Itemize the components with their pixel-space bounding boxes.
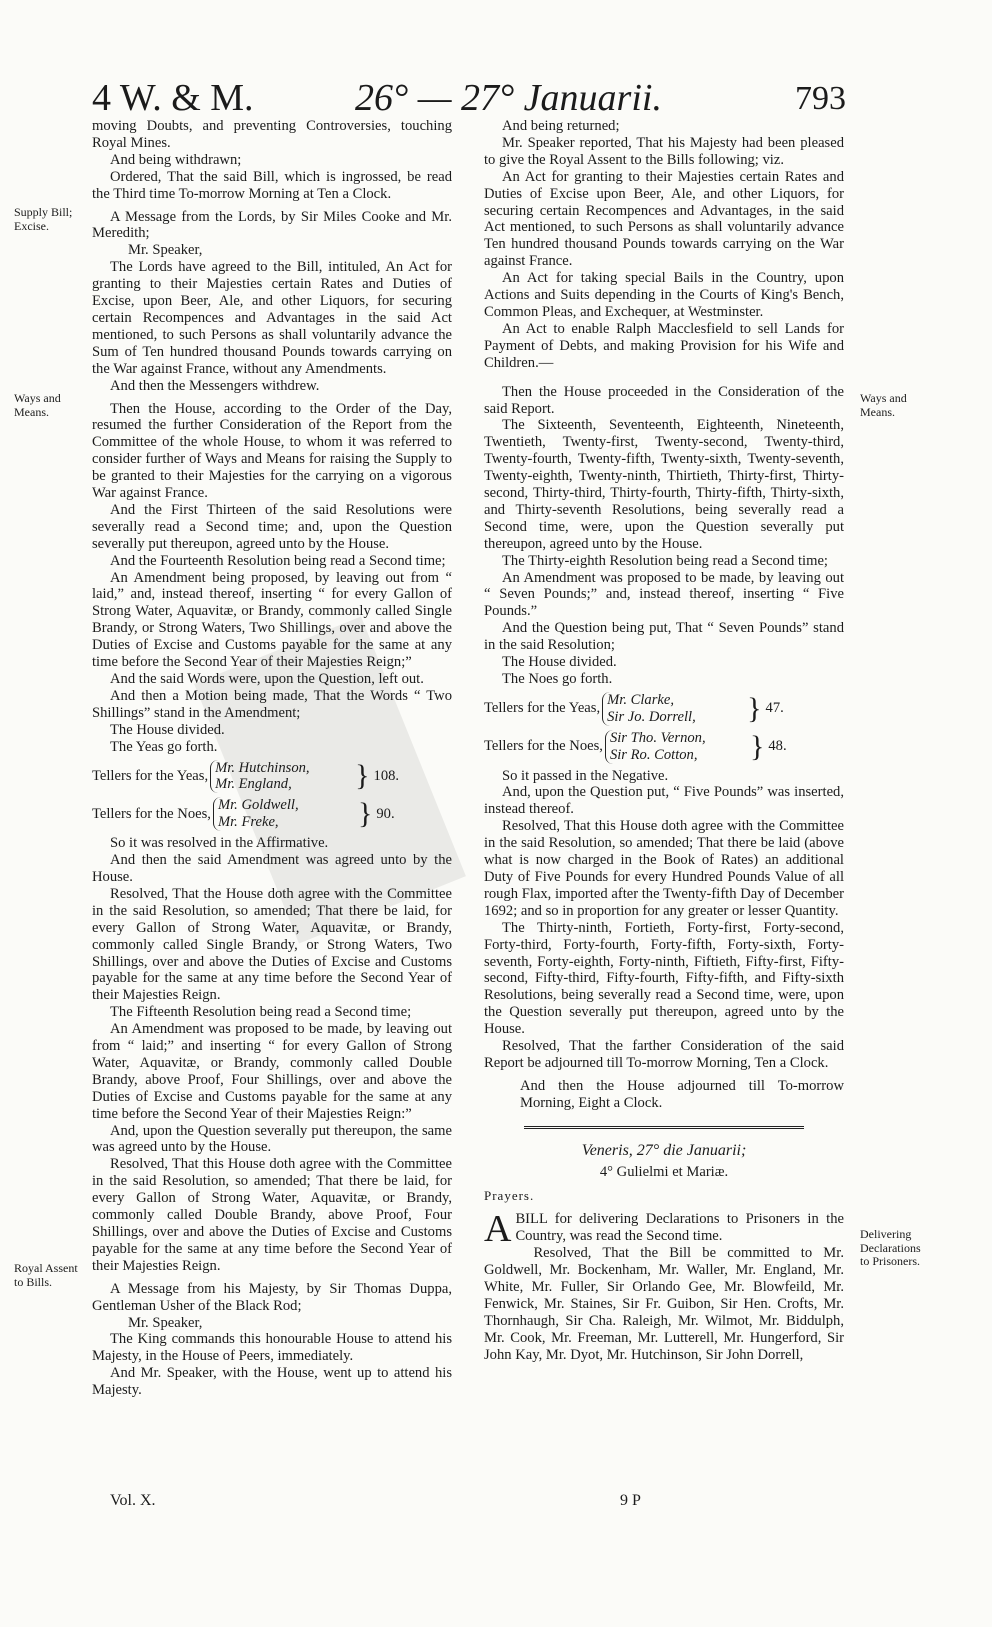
tellers-yeas-2 xyxy=(484,692,844,726)
signature-mark: 9 P xyxy=(620,1492,641,1509)
margin-note-supply-bill: Supply Bill; Excise. xyxy=(14,205,73,233)
teller-name: Sir Ro. Cotton, xyxy=(609,746,698,763)
paragraph: Resolved, That the farther Consideration of the said Report be adjourned till To-morrow Morning, Ten a Clock. xyxy=(484,1038,844,1071)
paragraph: Resolved, That this House doth agree with the Committee in the said Resolution, so amended; That there be laid (above what is now charged in the Book of Rates) an additional Duty of Five Pounds for every Hundred Pounds Value of all rough Flax, imported after the Twenty-fifth Day of December 1692; and so in proportion for any greater or lesser Quantity. xyxy=(484,818,844,919)
teller-name: Sir Jo. Dorrell, xyxy=(607,708,696,725)
paragraph: And, upon the Question put, “ Five Pounds” was inserted, instead thereof. xyxy=(484,784,844,818)
vote-count: 108. xyxy=(373,767,400,784)
margin-note-ways-means-right: Ways and Means. xyxy=(860,391,907,419)
paragraph: The King commands this honourable House to attend his Majesty, in the House of Peers, immediately. xyxy=(92,1331,452,1365)
margin-note-royal-assent: Royal Assent to Bills. xyxy=(14,1261,78,1289)
drop-cap: A xyxy=(484,1208,512,1251)
paragraph xyxy=(484,1208,844,1251)
margin-note-delivering: Delivering Declarations to Prisoners. xyxy=(860,1227,921,1268)
paragraph: The Yeas go forth. xyxy=(110,738,218,755)
paragraph: Ordered, That the said Bill, which is ingrossed, be read the Third time To-morrow Morning at Ten a Clock. xyxy=(92,168,452,202)
paragraph-text: BILL for delivering Declarations to Prisoners in the Country, was read the Second time. xyxy=(515,1211,844,1245)
teller-name: Mr. Clarke, xyxy=(607,691,674,708)
teller-name: Mr. Freke, xyxy=(217,814,279,831)
paragraph: The House divided. xyxy=(502,654,617,671)
paragraph: Resolved, That the House doth agree with the Committee in the said Resolution, so amended; That there be laid, for every Gallon of Strong Water, Aquavitæ, or Brandy, commonly called Single Brandy, or Strong Waters, Two Shillings, over and above the Duties of Excise and Customs payable for the same at any time before the Second Year of their Majesties Reign. xyxy=(92,885,452,1004)
paragraph: An Act for taking special Bails in the Country, upon Actions and Suits depending in the Courts of King's Bench, Common Pleas, and Exchequer, at Westminster. xyxy=(484,270,844,320)
regnal-year: 4 W. & M. xyxy=(92,77,254,119)
paragraph: And the Question being put, That “ Seven Pounds” stand in the said Resolution; xyxy=(484,620,844,654)
volume-label: Vol. X. xyxy=(110,1492,156,1509)
paragraph: And, upon the Question severally put thereupon, the same was agreed unto by the House. xyxy=(92,1122,452,1156)
teller-name: Mr. England, xyxy=(215,776,292,793)
tellers-yeas-1 xyxy=(92,760,452,794)
teller-name: Mr. Goldwell, xyxy=(217,797,299,814)
paragraph: Mr. Speaker, xyxy=(128,242,203,259)
paragraph: And then a Motion being made, That the Words “ Two Shillings” stand in the Amendment; xyxy=(92,687,452,721)
paragraph: An Amendment being proposed, by leaving out from “ laid,” and, instead thereof, inserting “ for every Gallon of Strong Water, Aquavitæ, or Brandy, commonly called Single Brandy, or Strong Waters, Two Shillings, over and above the Duties of Excise and Customs payable for the same at any time before the Second Year of their Majesties Reign;” xyxy=(92,569,452,671)
paragraph: An Amendment was proposed to be made, by leaving out “ Seven Pounds;” and, instead thereof, inserting “ Five Pounds.” xyxy=(484,569,844,620)
page-number: 793 xyxy=(795,80,846,117)
tellers-noes-2 xyxy=(484,730,844,764)
paragraph: Resolved, That this House doth agree with the Committee in the said Resolution, so amended; That there be laid, for every Gallon of Strong Water, Aquavitæ, or Brandy, commonly called Double Brandy, above Proof, Four Shillings, over and above the Duties of Excise and Customs payable for the same at any time before the Second Year of their Majesties Reign. xyxy=(92,1156,452,1274)
tellers-names xyxy=(213,797,338,831)
regnal-subheading: 4° Gulielmi et Mariæ. xyxy=(599,1163,729,1180)
paragraph: The Thirty-ninth, Fortieth, Forty-first, Forty-second, Forty-third, Forty-fourth, Forty-fifth, Forty-sixth, Forty-seventh, Forty-eighth, Forty-ninth, Fiftieth, Fifty-first, Fifty-second, Fifty-third, Fifty-fourth, Fifty-fifth, and Fifty-sixth Resolutions, being severally read a Second time, were, upon the Question severally put thereupon, agreed unto by the House. xyxy=(484,919,844,1038)
paragraph: An Act to enable Ralph Macclesfield to sell Lands for Payment of Debts, and making Provision for his Wife and Children.— xyxy=(484,320,844,371)
brace-icon: } xyxy=(749,729,765,763)
paragraph: And then the Messengers withdrew. xyxy=(110,377,320,394)
paragraph: A Message from the Lords, by Sir Miles Cooke and Mr. Meredith; xyxy=(92,208,452,242)
vote-count: 48. xyxy=(768,738,787,755)
tellers-label: Tellers for the Yeas, xyxy=(484,700,601,717)
tellers-names xyxy=(605,730,730,764)
margin-note-ways-means-left: Ways and Means. xyxy=(14,391,61,419)
paragraph: Resolved, That the Bill be committed to Mr. Goldwell, Mr. Bockenham, Mr. Waller, Mr. England, Mr. White, Mr. Fuller, Sir Orlando Gee, Mr. Blowfeild, Mr. Fenwick, Mr. Staines, Sir Fr. Guibon, Sir Hen. Crofts, Mr. Thornhaugh, Sir Cha. Raleigh, Mr. Wilmot, Mr. Biddulph, Mr. Cook, Mr. Freeman, Mr. Lutterell, Mr. Hungerford, Sir John Kay, Mr. Dyot, Mr. Hutchinson, Sir John Dorrell, xyxy=(484,1245,844,1363)
paragraph: An Amendment was proposed to be made, by leaving out from “ laid;” and inserting “ for every Gallon of Strong Water, Aquavitæ, or Brandy, commonly called Double Brandy, above Proof, Four Shillings, over and above the Duties of Excise and Customs payable for the same at any time before the Second Year of their Majesties Reign:” xyxy=(92,1021,452,1122)
paragraph: A Message from his Majesty, by Sir Thomas Duppa, Gentleman Usher of the Black Rod; xyxy=(92,1280,452,1314)
vote-count: 47. xyxy=(765,700,784,717)
brace-icon: } xyxy=(355,759,370,793)
paragraph: Then the House proceeded in the Consideration of the said Report. xyxy=(484,383,844,417)
tellers-names xyxy=(602,692,727,726)
paragraph: Mr. Speaker reported, That his Majesty had been pleased to give the Royal Assent to the Bills following; viz. xyxy=(484,134,844,168)
prayers-heading: Prayers. xyxy=(484,1188,535,1204)
tellers-label: Tellers for the Noes, xyxy=(92,805,211,822)
paragraph: And being returned; xyxy=(502,118,620,134)
tellers-names xyxy=(210,760,335,794)
brace-icon: } xyxy=(747,691,762,725)
paragraph: And then the said Amendment was agreed unto by the House. xyxy=(92,852,452,885)
paragraph: An Act for granting to their Majesties certain Rates and Duties of Excise upon Beer, Ale, and other Liquors, for securing certain Recompences and Advantages, in the said Act mentioned, to such Persons as shall voluntarily advance Ten hundred thousand Pounds towards carrying on the War against France. xyxy=(484,168,844,270)
paragraph: The Sixteenth, Seventeenth, Eighteenth, Nineteenth, Twentieth, Twenty-first, Twenty-second, Twenty-third, Twenty-fourth, Twenty-fifth, Twenty-sixth, Twenty-seventh, Twenty-eighth, Twenty-ninth, Thirtieth, Thirty-first, Thirty-second, Thirty-third, Thirty-fourth, Thirty-fifth, Thirty-sixth, and Thirty-seventh Resolutions, being severally read a Second time, were, upon the Question severally put thereupon, agreed unto by the House. xyxy=(484,417,844,552)
date-heading: Veneris, 27° die Januarii; xyxy=(581,1141,747,1159)
tellers-label: Tellers for the Yeas, xyxy=(92,767,209,784)
teller-name: Mr. Hutchinson, xyxy=(215,759,310,776)
right-column xyxy=(484,118,844,1364)
paragraph: The Lords have agreed to the Bill, intituled, An Act for granting to their Majesties certain Rates and Duties of Excise, upon Beer, Ale, and other Liquors, for securing certain Recompences and Advantages in the said Act mentioned, to such Persons as shall voluntarily advance the Sum of Ten hundred thousand Pounds towards carrying on the War against France, without any Amendments. xyxy=(92,259,452,377)
paragraph: And the said Words were, upon the Question, left out. xyxy=(110,671,424,687)
vote-count: 90. xyxy=(376,805,395,822)
teller-name: Sir Tho. Vernon, xyxy=(609,729,706,746)
paragraph: And being withdrawn; xyxy=(110,151,242,168)
paragraph: Then the House, according to the Order of the Day, resumed the further Consideration of the Report from the Committee of the whole House, to whom it was referred to consider further of Ways and Means for raising the Supply to be granted to their Majesties for the carrying on a vigorous War against France. xyxy=(92,400,452,502)
adjournment: And then the House adjourned till To-morrow Morning, Eight a Clock. xyxy=(520,1077,844,1111)
paragraph: The House divided. xyxy=(110,721,225,738)
paragraph: The Thirty-eighth Resolution being read a Second time; xyxy=(502,552,828,569)
date-range: 26° — 27° Januarii. xyxy=(355,77,662,119)
paragraph: So it was resolved in the Affirmative. xyxy=(110,835,329,852)
section-divider xyxy=(524,1126,804,1129)
paragraph: moving Doubts, and preventing Controversies, touching Royal Mines. xyxy=(92,118,452,151)
paragraph: The Noes go forth. xyxy=(502,671,613,687)
paragraph: And the First Thirteen of the said Resolutions were severally read a Second time; and, upon the Question severally put thereupon, agreed unto by the House. xyxy=(92,501,452,552)
paragraph: Mr. Speaker, xyxy=(128,1314,203,1331)
paragraph: And Mr. Speaker, with the House, went up to attend his Majesty. xyxy=(92,1365,452,1399)
left-column xyxy=(92,118,452,1399)
tellers-noes-1 xyxy=(92,797,452,831)
paragraph: So it passed in the Negative. xyxy=(502,767,669,784)
brace-icon: } xyxy=(357,797,373,831)
paragraph: The Fifteenth Resolution being read a Second time; xyxy=(110,1004,412,1021)
paragraph: And the Fourteenth Resolution being read a Second time; xyxy=(110,552,446,569)
tellers-label: Tellers for the Noes, xyxy=(484,738,603,755)
